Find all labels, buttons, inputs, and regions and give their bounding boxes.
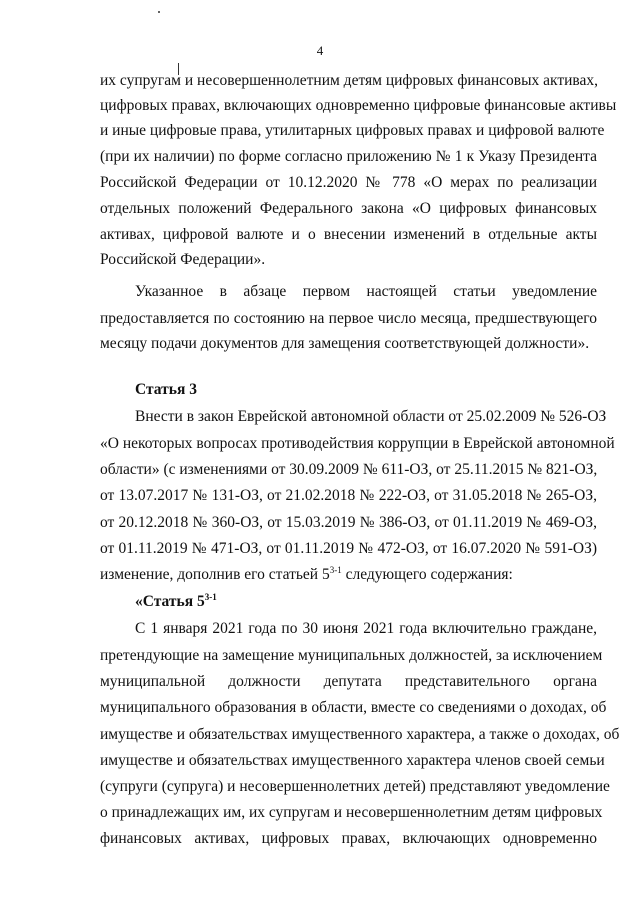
- text-line: предоставляется по состоянию на первое число месяца, предшествующего: [100, 310, 597, 327]
- text-line-part: следующего содержания:: [341, 566, 513, 583]
- text-line: активах, цифровой валюте и о внесении изменений в отдельные акты: [100, 226, 597, 243]
- text-line: (при их наличии) по форме согласно приложению № 1 к Указу Президента: [100, 148, 597, 165]
- scan-dot: [158, 11, 160, 13]
- text-line: имуществе и обязательствах имущественного характера, а также о доходах, об: [100, 726, 620, 743]
- superscript: 3-1: [329, 564, 342, 575]
- text-line: от 20.12.2018 № 360-ОЗ, от 15.03.2019 № 386-ОЗ, от 01.11.2019 № 469-ОЗ,: [100, 514, 597, 531]
- text-line: их супругам и несовершеннолетним детям цифровых финансовых активах,: [100, 72, 599, 89]
- text-line: Указанное в абзаце первом настоящей статьи уведомление: [135, 283, 597, 300]
- article-heading: [135, 593, 217, 611]
- text-line: о принадлежащих им, их супругам и несовершеннолетним детям цифровых: [100, 804, 603, 821]
- text-line: от 01.11.2019 № 471-ОЗ, от 01.11.2019 № 472-ОЗ, от 16.07.2020 № 591-ОЗ): [100, 540, 597, 557]
- text-line: имуществе и обязательствах имущественного характера членов своей семьи: [100, 752, 605, 769]
- page-number: 4: [316, 43, 324, 58]
- text-line: финансовых активах, цифровых правах, включающих одновременно: [100, 830, 597, 847]
- text-line-part: изменение, дополнив его статьей 5: [100, 566, 330, 583]
- text-line: и иные цифровые права, утилитарных цифровых правах и цифровой валюте: [100, 122, 605, 139]
- text-line: муниципальной должности депутата представительного органа: [100, 673, 597, 690]
- text-line: отдельных положений Федерального закона «О цифровых финансовых: [100, 200, 597, 217]
- text-line: претендующие на замещение муниципальных должностей, за исключением: [100, 647, 603, 664]
- text-line: Внести в закон Еврейской автономной области от 25.02.2009 № 526-ОЗ: [135, 408, 607, 425]
- text-line: от 13.07.2017 № 131-ОЗ, от 21.02.2018 № 222-ОЗ, от 31.05.2018 № 265-ОЗ,: [100, 487, 597, 504]
- text-line: С 1 января 2021 года по 30 июня 2021 года включительно граждане,: [135, 620, 597, 637]
- text-line: «О некоторых вопросах противодействия коррупции в Еврейской автономной: [100, 435, 615, 452]
- text-line: [100, 566, 597, 584]
- text-line: месяцу подачи документов для замещения соответствующей должности».: [100, 335, 590, 352]
- text-line: Российской Федерации».: [100, 251, 266, 268]
- article-heading: Статья 3: [135, 381, 197, 398]
- heading-text: «Статья 5: [135, 593, 205, 610]
- superscript: 3-1: [204, 591, 217, 602]
- text-line: Российской Федерации от 10.12.2020 № 778 «О мерах по реализации: [100, 174, 597, 191]
- text-line: муниципального образования в области, вместе со сведениями о доходах, об: [100, 699, 607, 716]
- text-line: (супруги (супруга) и несовершеннолетних детей) представляют уведомление: [100, 778, 610, 795]
- text-line: цифровых правах, включающих одновременно цифровые финансовые активы: [100, 97, 617, 114]
- text-line: области» (с изменениями от 30.09.2009 № 611-ОЗ, от 25.11.2015 № 821-ОЗ,: [100, 461, 598, 478]
